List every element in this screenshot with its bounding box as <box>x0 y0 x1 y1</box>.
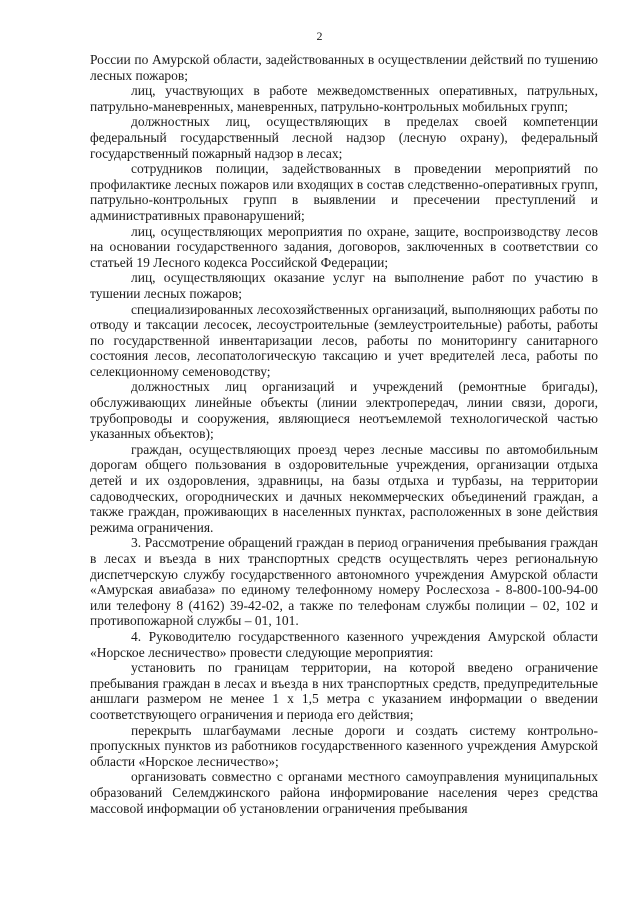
paragraph: лиц, осуществляющих мероприятия по охране, защите, воспроизводству лесов на основании государственного задания, договоров, заключенных в соответствии со статьей 19 Лесного кодекса Российской Федерации; <box>90 223 598 270</box>
paragraph: установить по границам территории, на которой введено ограничение пребывания граждан в лесах и въезда в них транспортных средств, предупредительные аншлаги размером не менее 1 х 1,5 метра с указанием информации о введении соответствующего ограничения и периода его действия; <box>90 660 598 722</box>
paragraph: лиц, участвующих в работе межведомственных оперативных, патрульных, патрульно-маневренных, маневренных, патрульно-контрольных мобильных групп; <box>90 83 598 114</box>
paragraph: организовать совместно с органами местного самоуправления муниципальных образований Селемджинского района информирование населения через средства массовой информации об установлении ограничения пребывания <box>90 769 598 816</box>
paragraph: перекрыть шлагбаумами лесные дороги и создать систему контрольно-пропускных пунктов из работников государственного казенного учреждения Амурской области «Норское лесничество»; <box>90 722 598 769</box>
paragraph-item-4: 4. Руководителю государственного казенного учреждения Амурской области «Норское лесничество» провести следующие мероприятия: <box>90 628 598 660</box>
paragraph: должностных лиц, осуществляющих в пределах своей компетенции федеральный государственный лесной надзор (лесную охрану), федеральный государственный пожарный надзор в лесах; <box>90 114 598 161</box>
paragraph: граждан, осуществляющих проезд через лесные массивы по автомобильным дорогам общего пользования в оздоровительные учреждения, организации отдыха детей и их оздоровления, здравницы, на базы отдыха и турбазы, на территории садоводческих, огороднических и дачных некоммерческих объединений граждан, а также граждан, проживающих в населенных пунктах, расположенных в зоне действия режима ограничения. <box>90 441 598 535</box>
document-body <box>90 52 598 816</box>
paragraph: сотрудников полиции, задействованных в проведении мероприятий по профилактике лесных пожаров или входящих в состав следственно-оперативных групп, патрульно-контрольных групп в выявлении и пресечении преступлений и административных правонарушений; <box>90 161 598 223</box>
paragraph: специализированных лесохозяйственных организаций, выполняющих работы по отводу и таксации лесосек, лесоустроительные (землеустроительные) работы, работы по государственной инвентаризации лесов, работы по мониторингу санитарного состояния лесов, лесопатологическую таксацию и учет вредителей леса, работы по селекционному семеноводству; <box>90 301 598 379</box>
paragraph: лиц, осуществляющих оказание услуг на выполнение работ по участию в тушении лесных пожаров; <box>90 270 598 301</box>
paragraph-item-3: 3. Рассмотрение обращений граждан в период ограничения пребывания граждан в лесах и въезда в них транспортных средств осуществлять через региональную диспетчерскую службу государственного автономного учреждения Амурской области «Амурская авиабаза» по единому телефонному номеру Рослесхоза - 8-800-100-94-00 или телефону 8 (4162) 39-42-02, а также по телефонам службы полиции – 02, 102 и противопожарной службы – 01, 101. <box>90 535 598 629</box>
page-number: 2 <box>316 29 323 43</box>
paragraph-continuation: России по Амурской области, задействованных в осуществлении действий по тушению лесных пожаров; <box>90 52 598 83</box>
paragraph: должностных лиц организаций и учреждений (ремонтные бригады), обслуживающих линейные объекты (линии электропередач, линии связи, дороги, трубопроводы и сооружения, являющиеся неотъемлемой технологической частью указанных объектов); <box>90 379 598 442</box>
